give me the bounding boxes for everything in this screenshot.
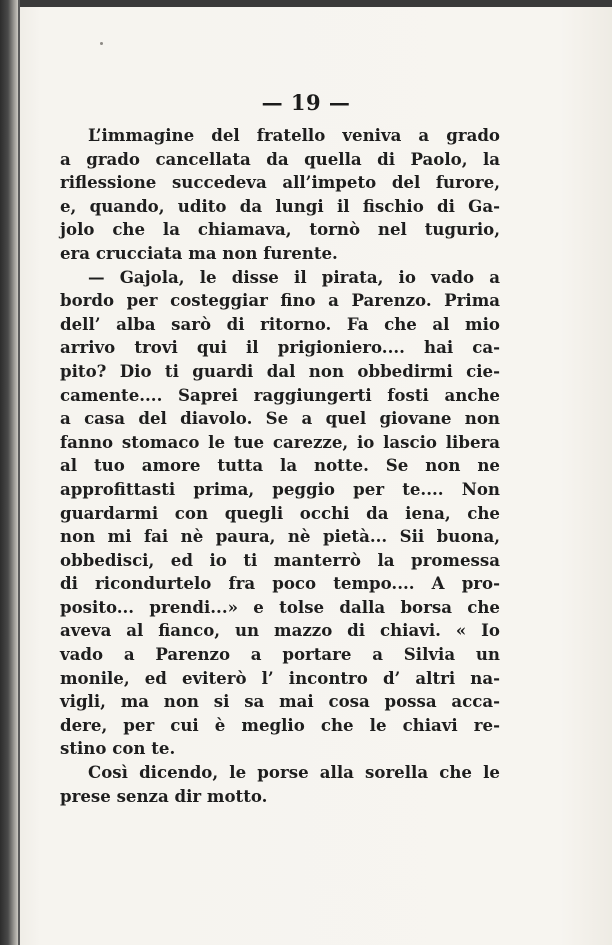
text-line: di ricondurtelo fra poco tempo.... A pro-	[60, 573, 500, 594]
text-line: dell’ alba sarò di ritorno. Fa che al mio	[60, 313, 500, 334]
text-line: guardarmi con quegli occhi da iena, che	[60, 502, 500, 523]
text-line: al tuo amore tutta la notte. Se non ne	[60, 455, 500, 476]
page-binding-edge	[0, 0, 20, 945]
text-line: prese senza dir motto.	[60, 785, 268, 806]
text-line: a grado cancellata da quella di Paolo, la	[60, 148, 500, 169]
text-line: Così dicendo, le porse alla sorella che le	[88, 762, 500, 783]
text-line: jolo che la chiamava, tornò nel tugurio,	[60, 219, 500, 240]
text-line: — Gajola, le disse il pirata, io vado a	[88, 266, 500, 287]
paper-speck	[100, 42, 103, 45]
text-line: posito... prendi...» e tolse dalla borsa che	[60, 596, 500, 617]
text-line: obbedisci, ed io ti manterrò la promessa	[60, 549, 500, 570]
text-line: L’immagine del fratello veniva a grado	[88, 125, 500, 145]
text-line: camente.... Saprei raggiungerti fosti anche	[60, 384, 500, 405]
text-line: aveva al fianco, un mazzo di chiavi. « Io	[60, 620, 500, 641]
text-line: fanno stomaco le tue carezze, io lascio libera	[60, 431, 500, 452]
text-line: pito? Dio ti guardi dal non obbedirmi cie-	[60, 360, 500, 381]
text-line: vado a Parenzo a portare a Silvia un	[60, 644, 500, 665]
text-line: stino con te.	[60, 738, 176, 759]
text-line: arrivo trovi qui il prigioniero.... hai ca-	[60, 337, 500, 358]
text-line: approfittasti prima, peggio per te.... Non	[60, 478, 500, 499]
text-line: e, quando, udito da lungi il fischio di Ga-	[60, 195, 500, 216]
page-top-edge	[0, 0, 612, 7]
text-line: vigli, ma non si sa mai cosa possa acca-	[60, 691, 500, 712]
text-line: non mi fai nè paura, nè pietà... Sii buona,	[60, 526, 500, 547]
text-line: monile, ed eviterò l’ incontro d’ altri na-	[60, 667, 500, 688]
text-line: a casa del diavolo. Se a quel giovane non	[60, 408, 500, 429]
text-line: dere, per cui è meglio che le chiavi re-	[60, 714, 500, 735]
binding-rule	[18, 0, 20, 945]
page-number: — 19 —	[261, 90, 351, 115]
body-text	[60, 124, 500, 808]
text-line: era crucciata ma non furente.	[60, 242, 338, 263]
text-line: bordo per costeggiar fino a Parenzo. Prima	[60, 290, 500, 311]
text-line: riflessione succedeva all’impeto del furore,	[60, 172, 500, 193]
